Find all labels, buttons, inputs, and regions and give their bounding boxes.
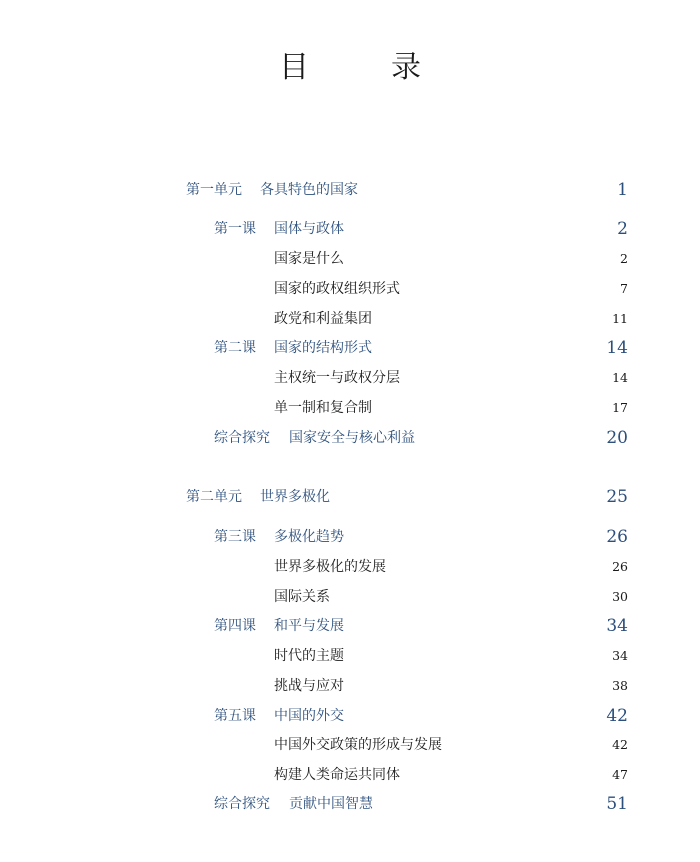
toc-topic-row[interactable] <box>0 306 700 332</box>
toc-lesson-row[interactable] <box>0 703 700 729</box>
toc-inquiry-row[interactable] <box>0 791 700 817</box>
lesson-label: 第二课 <box>214 340 256 356</box>
lesson-name: 中国的外交 <box>274 708 344 724</box>
page-number: 30 <box>612 589 628 604</box>
toc-topic-row[interactable] <box>0 584 700 610</box>
topic-name: 中国外交政策的形成与发展 <box>274 737 442 753</box>
page-number: 38 <box>612 678 628 693</box>
topic-name: 国际关系 <box>274 589 330 605</box>
page-number: 34 <box>606 616 628 636</box>
page-number: 1 <box>617 180 628 200</box>
page-number: 42 <box>606 706 628 726</box>
page-number: 17 <box>612 400 628 415</box>
unit-name: 各具特色的国家 <box>260 182 358 198</box>
lesson-name: 国家的结构形式 <box>274 340 372 356</box>
page-number: 51 <box>606 794 628 814</box>
toc-topic-row[interactable] <box>0 554 700 580</box>
topic-name: 单一制和复合制 <box>274 400 372 416</box>
toc-topic-row[interactable] <box>0 365 700 391</box>
toc-topic-row[interactable] <box>0 732 700 758</box>
inquiry-name: 贡献中国智慧 <box>289 796 373 812</box>
toc-unit-row[interactable] <box>0 177 700 203</box>
topic-name: 主权统一与政权分层 <box>274 370 400 386</box>
unit-label: 第一单元 <box>186 182 242 198</box>
page-number: 42 <box>612 737 628 752</box>
page-number: 26 <box>612 559 628 574</box>
page-number: 14 <box>612 370 628 385</box>
inquiry-name: 国家安全与核心利益 <box>289 430 415 446</box>
topic-name: 国家是什么 <box>274 251 344 267</box>
lesson-name: 国体与政体 <box>274 221 344 237</box>
topic-name: 构建人类命运共同体 <box>274 767 400 783</box>
toc-topic-row[interactable] <box>0 643 700 669</box>
page-number: 20 <box>606 428 628 448</box>
lesson-name: 多极化趋势 <box>274 529 344 545</box>
toc-lesson-row[interactable] <box>0 216 700 242</box>
page-number: 2 <box>617 219 628 239</box>
page-number: 2 <box>620 251 628 266</box>
topic-name: 政党和利益集团 <box>274 311 372 327</box>
unit-label: 第二单元 <box>186 489 242 505</box>
inquiry-label: 综合探究 <box>214 796 270 812</box>
toc-topic-row[interactable] <box>0 395 700 421</box>
toc-unit-row[interactable] <box>0 484 700 510</box>
lesson-label: 第四课 <box>214 618 256 634</box>
page-number: 11 <box>612 311 628 326</box>
topic-name: 挑战与应对 <box>274 678 344 694</box>
page-number: 25 <box>606 487 628 507</box>
lesson-label: 第一课 <box>214 221 256 237</box>
toc-inquiry-row[interactable] <box>0 425 700 451</box>
toc-topic-row[interactable] <box>0 246 700 272</box>
lesson-label: 第三课 <box>214 529 256 545</box>
toc-lesson-row[interactable] <box>0 613 700 639</box>
topic-name: 国家的政权组织形式 <box>274 281 400 297</box>
topic-name: 时代的主题 <box>274 648 344 664</box>
toc-topic-row[interactable] <box>0 673 700 699</box>
toc-lesson-row[interactable] <box>0 335 700 361</box>
toc-lesson-row[interactable] <box>0 524 700 550</box>
page-title: 目 录 <box>279 50 447 85</box>
unit-name: 世界多极化 <box>260 489 330 505</box>
toc-topic-row[interactable] <box>0 276 700 302</box>
lesson-name: 和平与发展 <box>274 618 344 634</box>
topic-name: 世界多极化的发展 <box>274 559 386 575</box>
page-number: 26 <box>606 527 628 547</box>
toc-topic-row[interactable] <box>0 762 700 788</box>
page-number: 34 <box>612 648 628 663</box>
lesson-label: 第五课 <box>214 708 256 724</box>
inquiry-label: 综合探究 <box>214 430 270 446</box>
page-number: 47 <box>612 767 628 782</box>
page-number: 7 <box>620 281 628 296</box>
page-number: 14 <box>606 338 628 358</box>
